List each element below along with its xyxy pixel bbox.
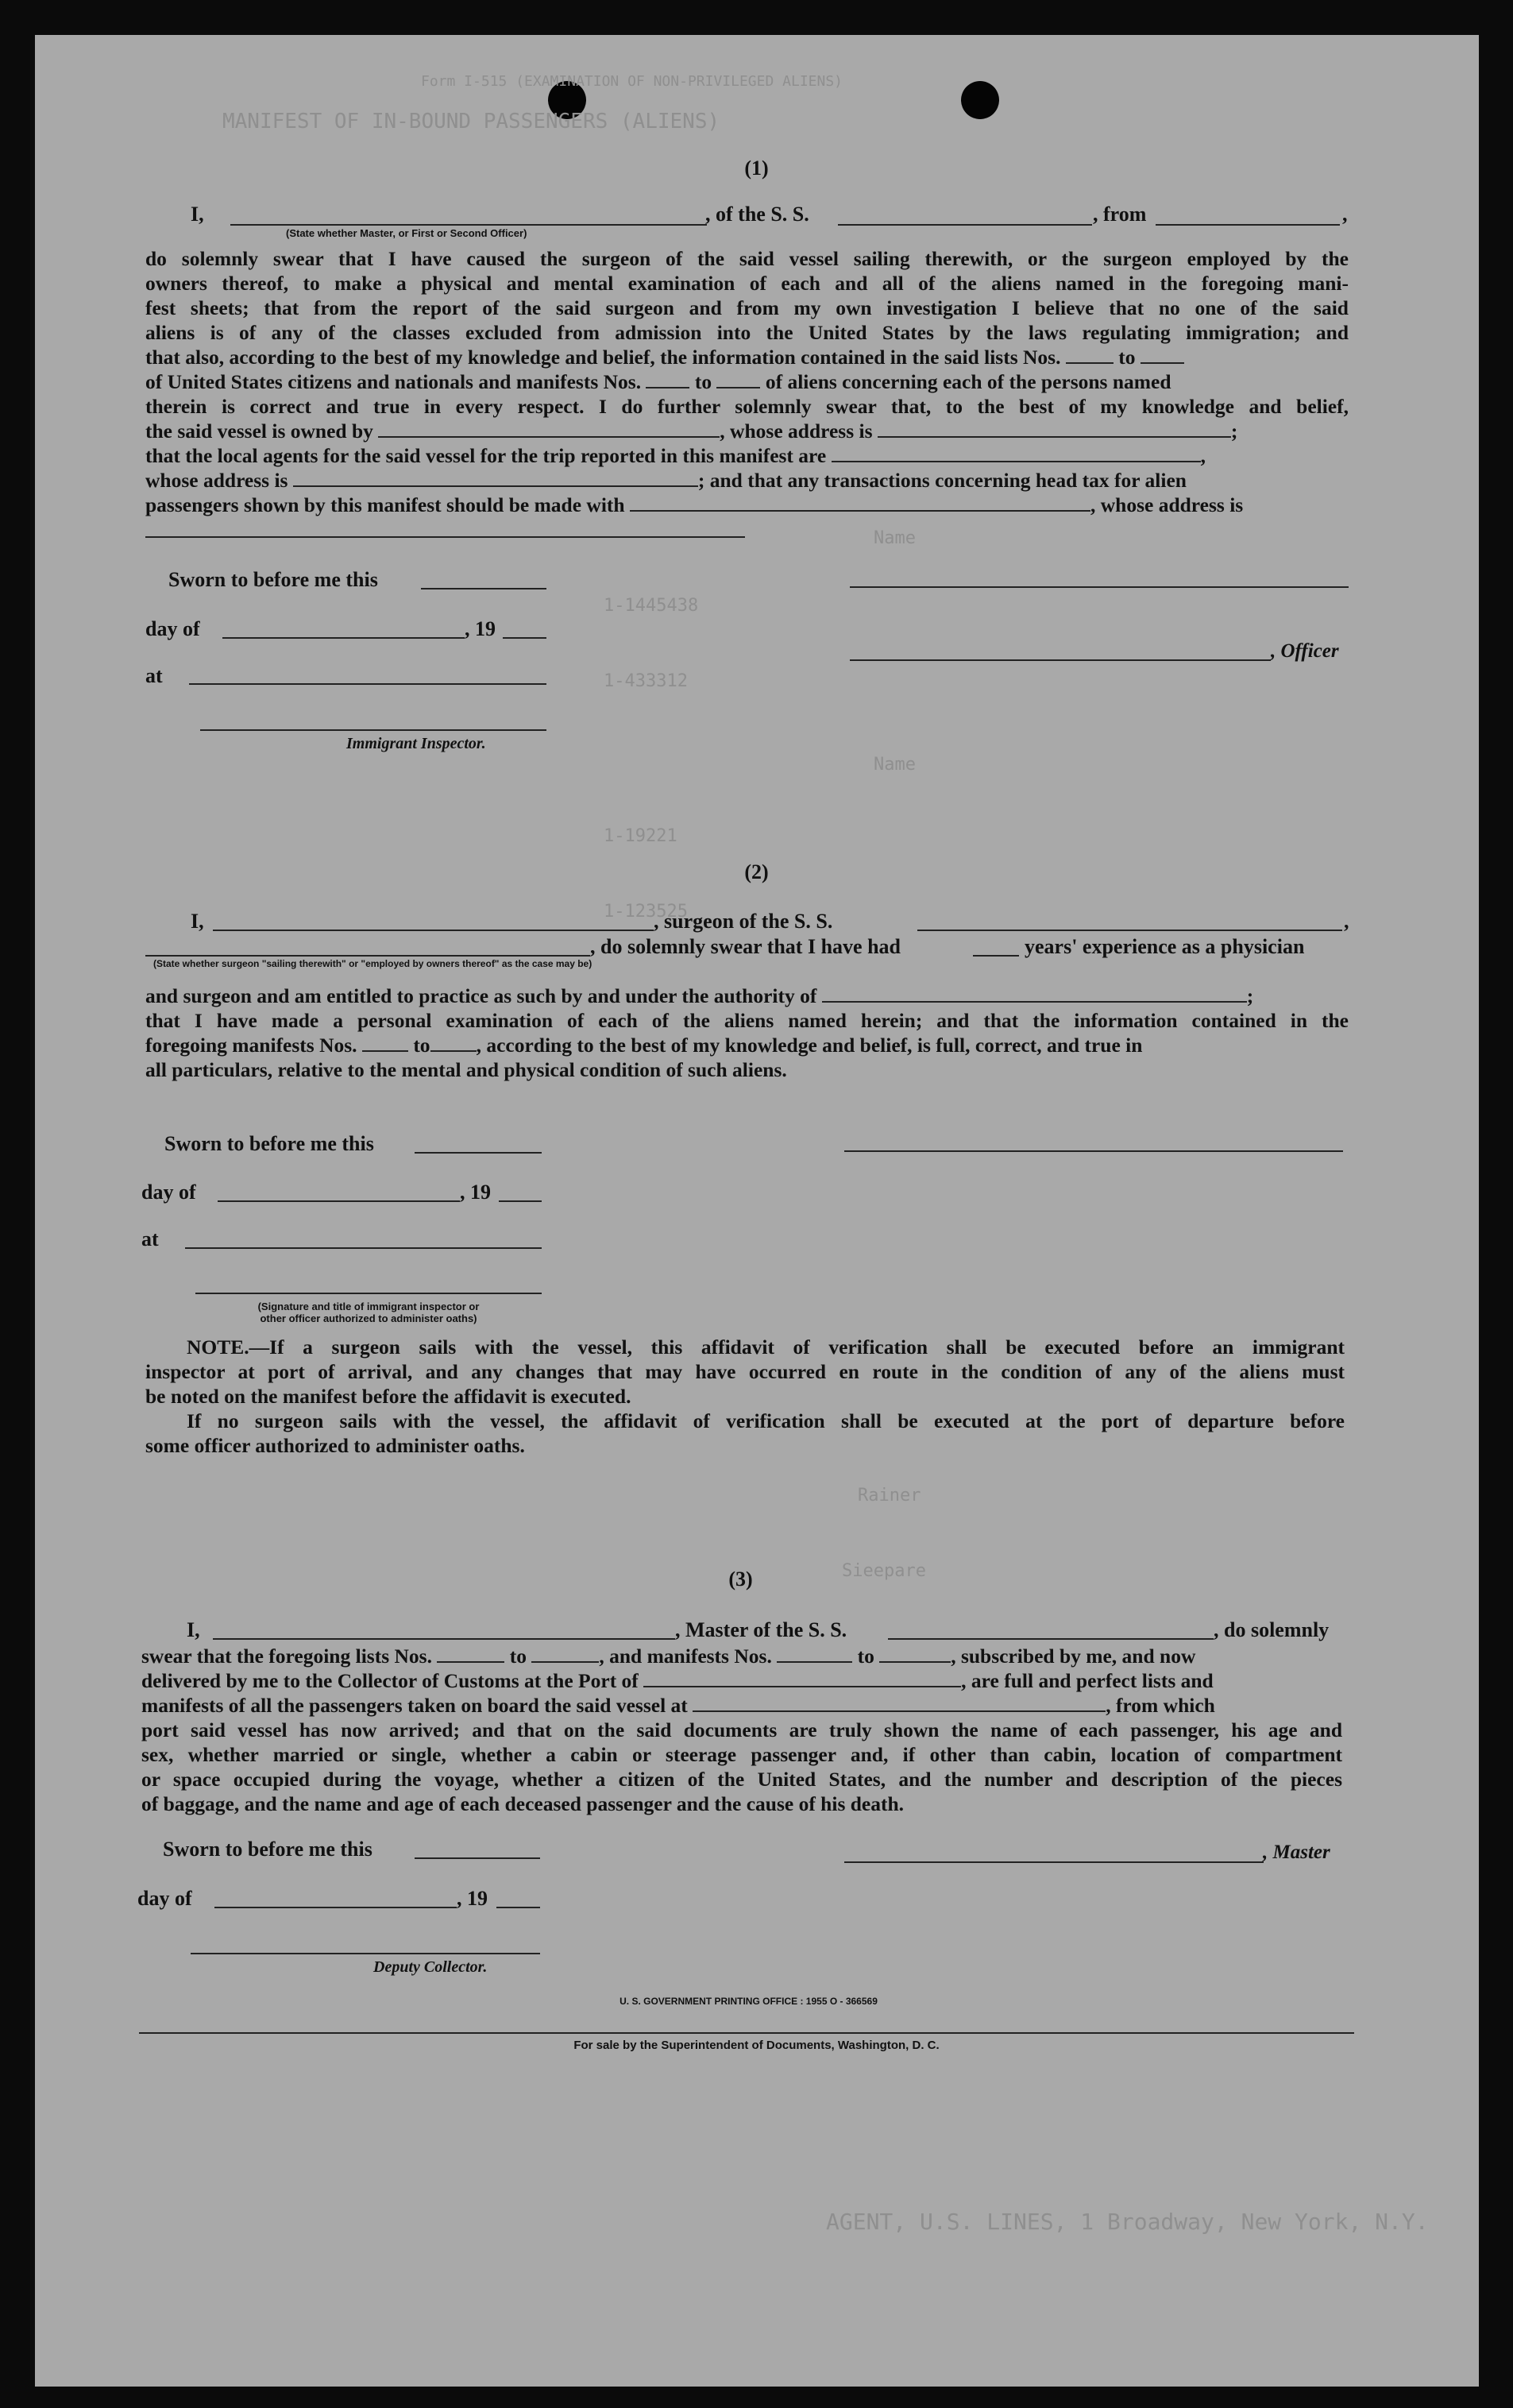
s3-master-signature-line[interactable] [844,1861,1264,1863]
s3-paragraph [141,1644,1342,1816]
ghost-text: 1-123525 [604,902,688,922]
s3-from-which: , from which [1106,1694,1215,1717]
s1-i-label: I, [191,203,204,226]
s3-sworn-label: Sworn to before me this [163,1838,372,1861]
s3-line-4 [141,1693,1342,1718]
s2-surgeon-note: (State whether surgeon "sailing therewith" or "employed by owners thereof" as the case may be) [153,958,592,969]
s2-signature-caption [195,1301,542,1324]
s3-swear-lists: swear that the foregoing lists Nos. [141,1645,432,1668]
s3-line-2 [141,1644,1342,1668]
s3-line-7: or space occupied during the voyage, whether a citizen of the United States, and the number and description of the pieces [141,1768,1342,1791]
s1-line-3: fest sheets; that from the report of the said surgeon and from my own investigation I believe that no one of the said [145,296,1349,319]
s1-vessel-name-field[interactable] [838,224,1092,226]
s1-to-2: to [694,370,712,393]
s1-line-10 [145,468,1349,493]
section-2-number: (2) [744,860,769,883]
s1-owner-field[interactable] [378,419,720,438]
s2-surgeon-of-label: , surgeon of the S. S. [654,910,833,933]
s3-day-of-field[interactable] [214,1907,457,1908]
s1-day-of-label: day of [145,617,200,640]
s1-line-5-text: that also, according to the best of my knowledge and belief, the information contained in the said lists Nos. [145,346,1061,369]
s3-master-name-field[interactable] [213,1638,675,1640]
s3-deputy-signature-line[interactable] [191,1953,540,1954]
s2-vessel-name-field[interactable] [917,930,1342,931]
s1-agent-address-field[interactable] [293,468,698,487]
s3-do-solemnly: , do solemnly [1214,1618,1330,1641]
s1-line-11 [145,493,1349,517]
s1-officer-signature-line-2[interactable] [850,659,1271,661]
s1-owned-by: the said vessel is owned by [145,419,373,443]
s3-port-field[interactable] [643,1668,961,1687]
gpo-imprint: U. S. GOVERNMENT PRINTING OFFICE : 1955 O - 366569 [619,1996,878,2007]
s3-line-6: sex, whether married or single, whether a cabin or steerage passenger and, if other than cabin, location of compartment [141,1743,1342,1766]
s2-signature-caption-1: (Signature and title of immigrant inspector or [257,1301,480,1312]
s1-inspector-signature-line[interactable] [200,729,546,731]
s1-owner-address-field[interactable] [878,419,1231,438]
ghost-text: 1-433312 [604,671,688,691]
s2-sworn-label: Sworn to before me this [164,1132,374,1155]
ghost-footer-text: AGENT, U.S. LINES, 1 Broadway, New York, N.Y. [826,2209,1429,2235]
s1-sworn-label: Sworn to before me this [168,568,378,591]
ghost-text: 1-1445438 [604,596,699,616]
s1-at-field[interactable] [189,683,546,685]
s2-day-of-field[interactable] [218,1200,460,1202]
s2-swear-label: , do solemnly swear that I have had [590,935,901,958]
s3-line-5: port said vessel has now arrived; and that on the said documents are truly shown the name of each passenger, his age and [141,1718,1342,1741]
s3-manifests-all: manifests of all the passengers taken on board the said vessel at [141,1694,688,1717]
s1-lists-from-field[interactable] [1066,345,1114,364]
s3-day-of-label: day of [137,1887,192,1910]
s1-to-1: to [1118,346,1136,369]
s2-years-field[interactable] [973,955,1019,957]
s1-line-5 [145,345,1349,369]
ghost-text: Name [874,528,916,548]
s2-i-label: I, [191,910,204,933]
s1-whose-address: , whose address is [720,419,873,443]
s1-officer-signature-line-1[interactable] [850,586,1349,588]
s1-of-aliens: of aliens concerning each of the persons named [765,370,1171,393]
s1-at-label: at [145,664,163,687]
s2-note-line-3: be noted on the manifest before the affidavit is executed. [145,1385,631,1408]
s1-head-tax: ; and that any transactions concerning head tax for alien [697,469,1187,492]
s1-officer-label: , Officer [1271,640,1339,662]
s3-lists-from-field[interactable] [437,1644,504,1663]
s2-surgeon-name-field[interactable] [213,930,654,931]
ghost-text: Sieepare [842,1561,926,1581]
s2-to: to [413,1034,430,1057]
s1-from-label: , from [1093,203,1147,226]
s3-lists-to-field[interactable] [531,1644,599,1663]
s3-deputy-label: Deputy Collector. [373,1958,488,1976]
ghost-text: Rainer [858,1486,921,1505]
s2-line-exam: that I have made a personal examination of each of the aliens named herein; and that the information contained in the [145,1009,1349,1032]
s2-nineteen: , 19 [460,1181,491,1204]
s2-note-line-4: If no surgeon sails with the vessel, the affidavit of verification shall be executed at the port of departure before [187,1409,1345,1432]
s3-delivered: delivered by me to the Collector of Customs at the Port of [141,1669,639,1692]
s1-agent-address-label: whose address is [145,469,288,492]
s3-sworn-date-field[interactable] [415,1857,540,1859]
s1-year-field[interactable] [503,637,546,639]
s3-line-8: of baggage, and the name and age of each deceased passenger and the cause of his death. [141,1792,905,1815]
s1-head-tax-party-field[interactable] [630,493,1090,512]
faint-header-line-2: MANIFEST OF IN-BOUND PASSENGERS (ALIENS) [222,110,720,133]
section-1-number: (1) [744,157,769,180]
s1-line-1: do solemnly swear that I have caused the surgeon of the said vessel sailing therewith, or the surgeon employed by the [145,247,1349,270]
s2-authority-field[interactable] [822,984,1247,1003]
s1-local-agents: that the local agents for the said vessel for the trip reported in this manifest are [145,444,827,467]
s2-comma: , [1344,910,1349,933]
s1-of-ss-label: , of the S. S. [705,203,809,226]
s3-vessel-name-field[interactable] [888,1638,1214,1640]
s2-paragraph [145,984,1349,1082]
s3-line-3 [141,1668,1342,1693]
s1-day-of-field[interactable] [222,637,465,639]
s3-full-perfect: , are full and perfect lists and [961,1669,1214,1692]
s2-authority-text: and surgeon and am entitled to practice as such by and under the authority of [145,984,817,1007]
faint-header-line-1: Form I-515 (EXAMINATION OF NON-PRIVILEGED ALIENS) [421,73,843,90]
s3-and-manifests: , and manifests Nos. [599,1645,772,1668]
s2-surgeon-signature-line[interactable] [844,1150,1343,1152]
s1-line-2: owners thereof, to make a physical and mental examination of each and all of the aliens named in the foregoing mani- [145,272,1349,295]
section-3-number: (3) [728,1567,753,1591]
s1-line-7: therein is correct and true in every respect. I do further solemnly swear that, to the best of my knowledge and belief, [145,395,1349,418]
s1-manifests-from-field[interactable] [646,369,689,388]
s2-day-of-label: day of [141,1181,196,1204]
s1-line-4: aliens is of any of the classes excluded from admission into the United States by the laws regulating immigration; and [145,321,1349,344]
s3-boarding-port-field[interactable] [693,1693,1106,1712]
s1-nineteen: , 19 [465,617,496,640]
s1-lists-to-field[interactable] [1141,345,1184,364]
s1-from-field[interactable] [1156,224,1340,226]
s3-to-2: to [857,1645,874,1668]
s2-note [145,1335,1345,1458]
footer-rule [139,2032,1354,2034]
s2-note-text-1: —If a surgeon sails with the vessel, this affidavit of verification shall be executed before an immigrant [249,1335,1345,1359]
s2-at-field[interactable] [185,1247,542,1249]
s3-nineteen: , 19 [457,1887,488,1910]
s1-head-tax-address-field[interactable] [145,536,745,538]
s1-line-6-text: of United States citizens and nationals and manifests Nos. [145,370,642,393]
punch-hole-right [961,81,999,119]
s3-manifests-to-field[interactable] [879,1644,951,1663]
s2-at-label: at [141,1227,159,1250]
s1-officer-rank-field[interactable] [230,224,707,226]
s1-line-6 [145,369,1349,394]
s2-manifests-text-b: , according to the best of my knowledge and belief, is full, correct, and true in [476,1034,1143,1057]
s2-inspector-signature-line[interactable] [195,1293,542,1294]
s1-inspector-label: Immigrant Inspector. [346,735,486,752]
s2-line-authority: and surgeon and am entitled to practice as such by and under the authority of ; [145,984,1254,1007]
ghost-text: Name [874,755,916,775]
s2-note-label: NOTE. [187,1335,249,1359]
s2-years-label: years' experience as a physician [1025,935,1305,958]
s2-note-line-1 [145,1335,1345,1359]
s2-year-field[interactable] [499,1200,542,1202]
s3-subscribed: , subscribed by me, and now [951,1645,1196,1668]
s2-note-line-5: some officer authorized to administer oaths. [145,1434,525,1457]
s1-made-with: passengers shown by this manifest should be made with [145,493,625,516]
s1-comma: , [1342,203,1348,226]
s2-surgeon-type-field[interactable] [145,955,590,957]
for-sale-imprint: For sale by the Superintendent of Documents, Washington, D. C. [573,2039,940,2052]
s2-manifests-text: foregoing manifests Nos. [145,1034,357,1057]
s1-sworn-date-field[interactable] [421,588,546,589]
s2-manifests-from-field[interactable] [362,1033,408,1052]
s2-signature-caption-2: other officer authorized to administer oaths) [260,1312,477,1324]
s1-paragraph [145,246,1349,517]
s2-note-line-2: inspector at port of arrival, and any changes that may have occurred en route in the condition of any of the aliens must [145,1360,1345,1383]
s3-to-1: to [509,1645,527,1668]
s1-whose-address-end: , whose address is [1090,493,1244,516]
s2-manifests-to-field[interactable] [430,1033,477,1052]
s2-line-particulars: all particulars, relative to the mental and physical condition of such aliens. [145,1058,787,1081]
s3-master-of-label: , Master of the S. S. [675,1618,847,1641]
s1-officer-note: (State whether Master, or First or Second Officer) [286,227,527,239]
s1-local-agents-field[interactable] [832,443,1201,462]
s3-master-label: , Master [1263,1842,1330,1863]
ghost-text: 1-19221 [604,826,677,846]
s1-manifests-to-field[interactable] [716,369,760,388]
s3-year-field[interactable] [496,1907,540,1908]
s2-sworn-date-field[interactable] [415,1152,542,1154]
s2-line-manifests [145,1033,1349,1057]
s3-manifests-from-field[interactable] [777,1644,852,1663]
s1-line-9: that the local agents for the said vessel for the trip reported in this manifest are , [145,444,1206,467]
s3-i-label: I, [187,1618,200,1641]
s1-line-8: the said vessel is owned by , whose address is ; [145,419,1238,443]
